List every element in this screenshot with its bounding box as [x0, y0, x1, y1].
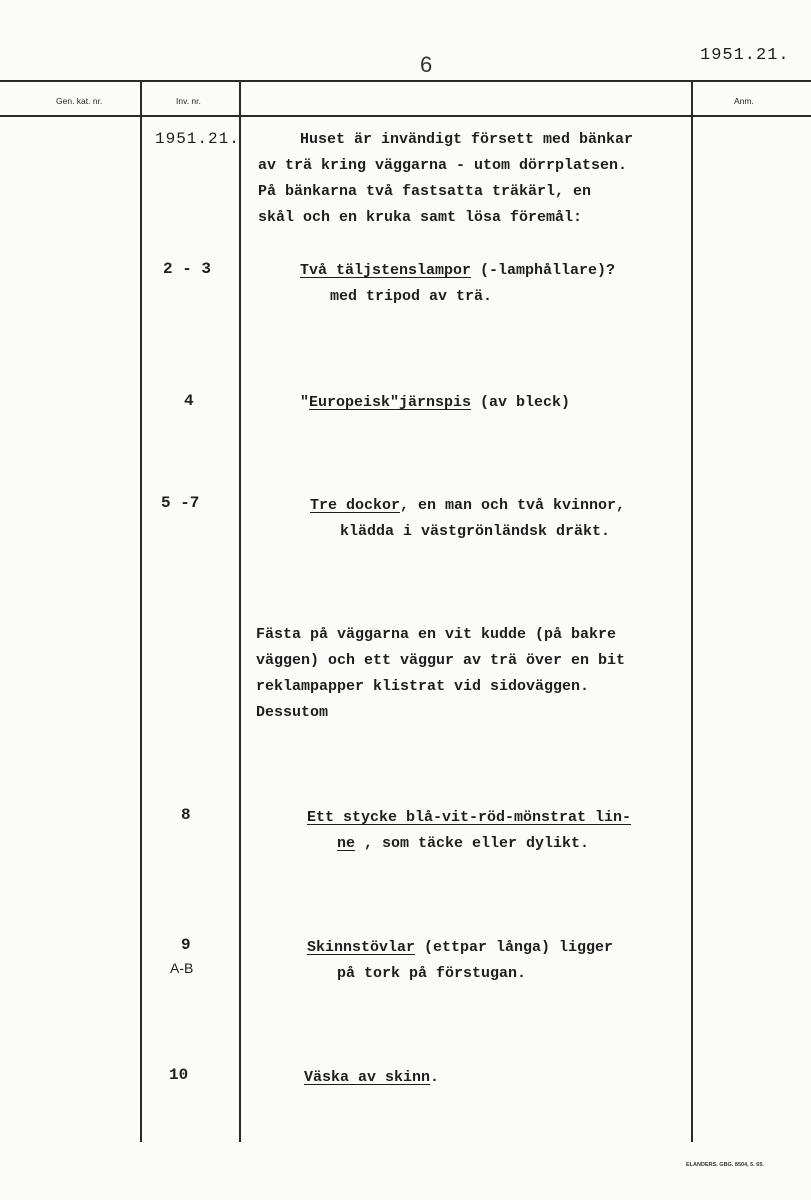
desc-underlined: Två täljstenslampor: [300, 262, 472, 279]
desc-line: med tripod av trä.: [330, 288, 493, 305]
desc-text: (-lamphållare)?: [471, 262, 616, 279]
desc-line: skål och en kruka samt lösa föremål:: [258, 209, 583, 226]
entry-inv-number: 4: [184, 392, 194, 410]
desc-text: (av bleck): [471, 394, 571, 411]
desc-underlined: Tre dockor: [310, 497, 401, 514]
desc-line: reklampapper klistrat vid sidoväggen.: [256, 678, 590, 695]
entry-description: [258, 127, 633, 231]
header-anm: Anm.: [734, 96, 754, 106]
header-bottom-rule: [0, 115, 811, 117]
entry-description: [304, 1065, 439, 1091]
desc-text: (ettpar långa) ligger: [415, 939, 614, 956]
entry-description: [300, 258, 615, 310]
desc-line: väggen) och ett väggur av trä över en bit: [256, 652, 626, 669]
entry-inv-number: 1951.21.: [155, 130, 240, 148]
entry-inv-number: 8: [181, 806, 191, 824]
printer-imprint: ELANDERS. GBG. 8504, 5. 65.: [686, 1162, 764, 1168]
desc-line: Dessutom: [256, 704, 329, 721]
desc-line: av trä kring väggarna - utom dörrplatsen.: [258, 157, 628, 174]
entry-inv-number: 9: [181, 936, 191, 954]
entry-inv-number: 10: [169, 1066, 189, 1084]
desc-line: på tork på förstugan.: [337, 965, 527, 982]
desc-underlined: Europeisk"järnspis: [309, 394, 472, 411]
entry-description: [307, 805, 631, 857]
desc-text: ": [300, 394, 310, 411]
desc-text: , som täcke eller dylikt.: [355, 835, 590, 852]
desc-text: .: [430, 1069, 440, 1086]
page-number: 6: [420, 52, 433, 77]
desc-underlined: ne: [337, 835, 356, 852]
entry-description: [307, 935, 613, 987]
column-divider-3: [691, 80, 693, 1142]
catalog-number: 1951.21.: [700, 46, 790, 65]
entry-description: [310, 493, 625, 545]
column-divider-2: [239, 80, 241, 1142]
entry-description: [256, 622, 625, 726]
entry-inv-sub: A-B: [170, 960, 194, 976]
header-inv-nr: Inv. nr.: [176, 96, 201, 106]
desc-line: Huset är invändigt försett med bänkar: [300, 131, 634, 148]
desc-text: , en man och två kvinnor,: [400, 497, 626, 514]
entry-inv-number: 2 - 3: [163, 260, 212, 278]
header-gen-kat-nr: Gen. kat. nr.: [56, 96, 103, 106]
desc-line: På bänkarna två fastsatta träkärl, en: [258, 183, 592, 200]
desc-underlined: Ett stycke blå-vit-röd-mönstrat lin-: [307, 809, 632, 826]
desc-underlined: Skinnstövlar: [307, 939, 416, 956]
desc-line: Fästa på väggarna en vit kudde (på bakre: [256, 626, 617, 643]
entry-description: [300, 390, 570, 416]
desc-underlined: Väska av skinn: [304, 1069, 431, 1086]
entry-inv-number: 5 -7: [161, 494, 200, 512]
column-divider-1: [140, 80, 142, 1142]
header-top-rule: [0, 80, 811, 82]
desc-line: klädda i västgrönländsk dräkt.: [340, 523, 611, 540]
